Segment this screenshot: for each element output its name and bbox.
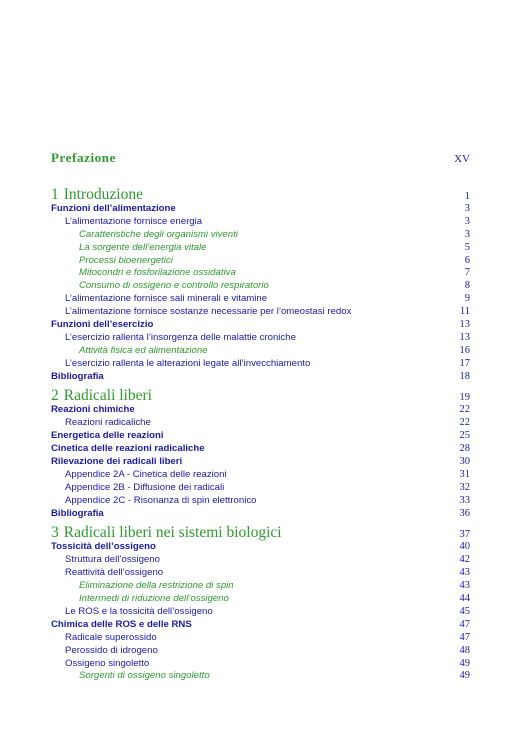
entry-title: Ossigeno singoletto (65, 657, 150, 669)
entry-title: Mitocondri e fosforilazione ossidativa (79, 267, 236, 279)
entry-title: Rilevazione dei radicali liberi (51, 456, 183, 468)
chapter-title: Radicali liberi nei sistemi biologici (63, 524, 282, 542)
chapter-number: 3 (51, 524, 59, 542)
subsubsection-entry[interactable] (51, 242, 470, 255)
entry-page: 47 (459, 631, 470, 643)
chapter-title-wrap (51, 186, 143, 204)
entry-title: Appendice 2B - Diffusione dei radicali (65, 481, 225, 493)
section-entry[interactable] (51, 371, 470, 384)
entry-page: 5 (464, 241, 470, 253)
entry-title: L’alimentazione fornisce sostanze necessarie per l’omeostasi redox (65, 306, 352, 318)
entry-title: Eliminazione della restrizione di spin (79, 580, 234, 592)
subsection-entry[interactable] (51, 293, 470, 306)
entry-page: 16 (459, 344, 470, 356)
chapter-number: 2 (51, 387, 59, 405)
entry-title: Appendice 2C - Risonanza di spin elettronico (65, 494, 257, 506)
preface-entry[interactable] (51, 150, 470, 170)
entry-page: 42 (459, 554, 470, 566)
entry-page: 18 (459, 370, 470, 382)
chapter-page: 37 (459, 529, 470, 541)
section-entry[interactable] (51, 404, 470, 417)
entry-title: L’alimentazione fornisce energia (65, 215, 203, 227)
subsection-entry[interactable] (51, 332, 470, 345)
chapter-title: Introduzione (63, 186, 143, 203)
subsubsection-entry[interactable] (51, 593, 470, 606)
subsubsection-entry[interactable] (51, 280, 470, 293)
entry-page: 45 (459, 605, 470, 617)
subsection-entry[interactable] (51, 606, 470, 619)
subsubsection-entry[interactable] (51, 580, 470, 593)
section-entry[interactable] (51, 619, 470, 632)
entry-page: 30 (459, 456, 470, 468)
entry-title: Struttura dell’ossigeno (65, 554, 160, 566)
chapter-page: 1 (464, 191, 470, 202)
chapter-heading[interactable] (51, 387, 470, 404)
section-entry[interactable] (51, 430, 470, 443)
entry-title: Funzioni dell’alimentazione (51, 203, 176, 214)
entry-page: 17 (459, 357, 470, 369)
entry-title: L’esercizio rallenta l’insorgenza delle malattie croniche (65, 331, 296, 343)
entry-page: 47 (459, 618, 470, 630)
entry-page: 28 (459, 443, 470, 455)
entry-title: Energetica delle reazioni (51, 430, 164, 442)
section-entry[interactable] (51, 541, 470, 554)
subsection-entry[interactable] (51, 469, 470, 482)
entry-title: Reazioni chimiche (51, 404, 135, 416)
entry-title: Chimica delle ROS e delle RNS (51, 618, 192, 630)
chapter-heading[interactable] (51, 524, 470, 541)
entry-page: 6 (464, 254, 470, 266)
entry-page: 32 (459, 481, 470, 493)
subsection-entry[interactable] (51, 632, 470, 645)
subsubsection-entry[interactable] (51, 345, 470, 358)
subsection-entry[interactable] (51, 645, 470, 658)
entry-page: 7 (464, 267, 470, 279)
chapter-title-wrap (51, 524, 282, 542)
subsubsection-entry[interactable] (51, 267, 470, 280)
entry-page: 22 (459, 417, 470, 429)
section-entry[interactable] (51, 456, 470, 469)
entry-page: 49 (459, 657, 470, 669)
entry-title: Cinetica delle reazioni radicaliche (51, 443, 205, 455)
entry-page: 43 (459, 580, 470, 592)
entry-page: 49 (459, 670, 470, 682)
entry-page: 40 (459, 541, 470, 553)
entry-title: Processi bioenergetici (79, 254, 173, 266)
subsection-entry[interactable] (51, 306, 470, 319)
entry-title: Tossicità dell’ossigeno (51, 541, 156, 553)
entry-page: 8 (464, 280, 470, 292)
subsection-entry[interactable] (51, 567, 470, 580)
entry-page: 33 (459, 494, 470, 506)
section-entry[interactable] (51, 203, 470, 216)
entry-page: 31 (459, 468, 470, 480)
subsection-entry[interactable] (51, 482, 470, 495)
entry-title: Reazioni radicaliche (65, 417, 151, 429)
chapter-number: 1 (51, 186, 59, 203)
entry-title: Funzioni dell’esercizio (51, 319, 154, 331)
chapter-heading[interactable] (51, 186, 470, 203)
entry-title: Attività fisica ed alimentazione (79, 344, 208, 356)
section-entry[interactable] (51, 443, 470, 456)
preface-title: Prefazione (51, 150, 116, 165)
entry-page: 25 (459, 430, 470, 442)
entry-title: Reattività dell’ossigeno (65, 567, 164, 579)
section-entry[interactable] (51, 508, 470, 521)
chapter-title: Radicali liberi (63, 387, 152, 405)
preface-page: XV (454, 153, 470, 165)
entry-title: Radicale superossido (65, 631, 157, 643)
entry-page: 3 (464, 203, 470, 214)
entry-title: Appendice 2A - Cinetica delle reazioni (65, 468, 227, 480)
entry-page: 36 (459, 507, 470, 519)
subsection-entry[interactable] (51, 495, 470, 508)
entry-page: 43 (459, 567, 470, 579)
entry-page: 3 (464, 215, 470, 227)
section-entry[interactable] (51, 319, 470, 332)
entry-page: 13 (459, 319, 470, 331)
entry-title: L’esercizio rallenta le alterazioni legate all’invecchiamento (65, 357, 311, 369)
entry-title: Bibliografia (51, 370, 104, 382)
entry-page: 11 (459, 306, 470, 318)
subsection-entry[interactable] (51, 417, 470, 430)
subsection-entry[interactable] (51, 658, 470, 671)
chapter-page: 19 (459, 392, 470, 404)
subsection-entry[interactable] (51, 216, 470, 229)
entry-page: 13 (459, 331, 470, 343)
entry-title: Bibliografia (51, 507, 104, 519)
table-of-contents (51, 150, 470, 683)
entry-title: Sorgenti di ossigeno singoletto (79, 670, 210, 682)
subsection-entry[interactable] (51, 358, 470, 371)
subsection-entry[interactable] (51, 554, 470, 567)
entry-title: La sorgente dell’energia vitale (79, 241, 207, 253)
entry-page: 3 (464, 228, 470, 240)
entry-title: Consumo di ossigeno e controllo respiratorio (79, 280, 269, 292)
subsubsection-entry[interactable] (51, 255, 470, 268)
entry-title: Perossido di idrogeno (65, 644, 158, 656)
entry-page: 22 (459, 404, 470, 416)
subsubsection-entry[interactable] (51, 229, 470, 242)
entry-page: 9 (464, 293, 470, 305)
entry-page: 44 (459, 593, 470, 605)
entry-title: Le ROS e la tossicità dell’ossigeno (65, 605, 213, 617)
subsubsection-entry[interactable] (51, 670, 470, 683)
entry-page: 48 (459, 644, 470, 656)
entry-title: Caratteristiche degli organismi viventi (79, 228, 238, 240)
entry-title: L’alimentazione fornisce sali minerali e vitamine (65, 293, 268, 305)
entry-title: Intermedi di riduzione dell’ossigeno (79, 593, 229, 605)
chapter-title-wrap (51, 387, 152, 405)
